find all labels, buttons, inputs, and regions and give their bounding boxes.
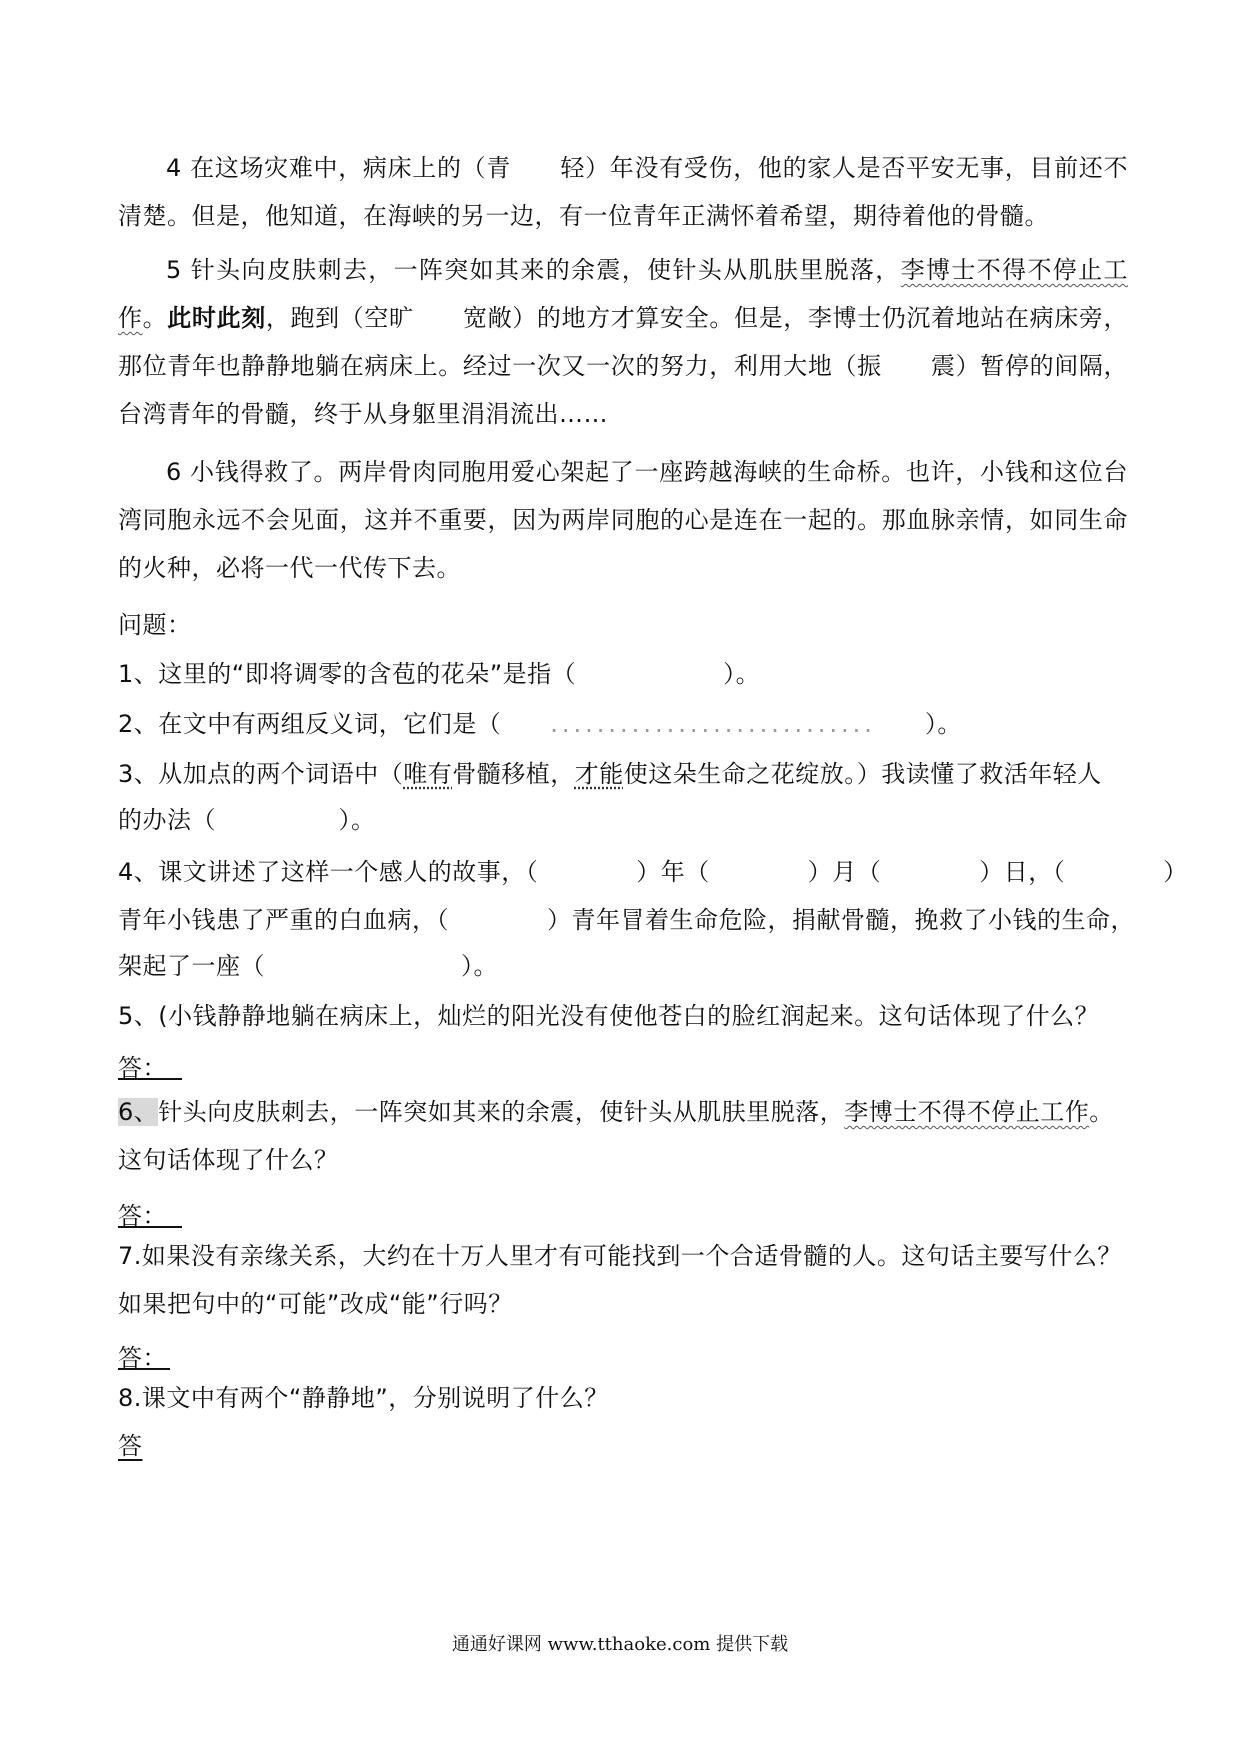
question-7-line-1: 7.如果没有亲缘关系，大约在十万人里才有可能找到一个合适骨髓的人。这句话主要写什么？ xyxy=(118,1242,1122,1270)
passage-paragraph-5 xyxy=(118,246,1128,438)
question-5: 5、(小钱静静地躺在病床上，灿烂的阳光没有使他苍白的脸红润起来。这句话体现了什么？ xyxy=(118,1002,1100,1030)
question-3 xyxy=(118,754,1102,794)
question-2-text-b: ）。 xyxy=(875,710,962,738)
paragraph-5-text-a: 5 针头向皮肤刺去，一阵突如其来的余震，使针头从肌肤里脱落， xyxy=(166,256,901,284)
paragraph-6-text: 6 小钱得救了。两岸骨肉同胞用爱心架起了一座跨越海峡的生命桥。也许，小钱和这位台湾同胞永远不会见面，这并不重要，因为两岸同胞的心是连在一起的。那血脉亲情，如同生命的火种，必将一代一代传下去。 xyxy=(118,458,1128,582)
question-2-text-a: 2、在文中有两组反义词，它们是（ xyxy=(118,710,551,738)
page-footer: 通通好课网 www.tthaoke.com 提供下载 xyxy=(451,1634,789,1655)
question-4-line-3: 架起了一座（ ）。 xyxy=(118,952,498,980)
question-6-text-a: 针头向皮肤刺去，一阵突如其来的余震，使针头从肌肤里脱落， xyxy=(158,1098,845,1126)
paragraph-4-text: 4 在这场灾难中，病床上的（青 轻）年没有受伤，他的家人是否平安无事，目前还不清楚。但是，他知道，在海峡的另一边，有一位青年正满怀着希望，期待着他的骨髓。 xyxy=(118,154,1128,230)
answer-8-label: 答 xyxy=(118,1432,143,1460)
paragraph-5-text-b: 。 xyxy=(142,304,168,332)
question-3-line-2: 的办法（ ）。 xyxy=(118,806,376,834)
question-2 xyxy=(118,704,962,744)
question-3-text-c: 使这朵生命之花绽放。）我读懂了救活年轻人 xyxy=(623,760,1102,788)
answer-5-label: 答： xyxy=(118,1048,182,1080)
question-6 xyxy=(118,1092,1114,1132)
question-3-text-a: 3、从加点的两个词语中（ xyxy=(118,760,404,788)
question-4-line-2: 青年小钱患了严重的白血病，（ ）青年冒着生命危险，捐献骨髓，挽救了小钱的生命， xyxy=(118,906,1135,934)
answer-5 xyxy=(118,1040,182,1080)
answer-6 xyxy=(118,1188,182,1228)
question-6-line-2: 这句话体现了什么？ xyxy=(118,1146,339,1174)
dotted-word-1: 唯有 xyxy=(403,760,453,788)
answer-6-label: 答： xyxy=(118,1196,182,1228)
passage-paragraph-4 xyxy=(118,144,1128,240)
question-6-number: 6、 xyxy=(118,1098,159,1126)
answer-dots: ............................ xyxy=(550,710,876,738)
passage-paragraph-6 xyxy=(118,448,1128,592)
question-7-line-2: 如果把句中的“可能”改成“能”行吗？ xyxy=(118,1290,513,1318)
question-1: 1、这里的“即将调零的含苞的花朵”是指（ ）。 xyxy=(118,660,761,688)
answer-8 xyxy=(118,1426,143,1466)
answer-7-label: 答： xyxy=(118,1338,170,1370)
questions-header: 问题： xyxy=(118,611,192,639)
question-6-text-b: 。 xyxy=(1089,1098,1114,1126)
dotted-word-2: 才能 xyxy=(574,760,624,788)
answer-7 xyxy=(118,1330,170,1370)
wavy-underlined-phrase: 李博士不得不停止工作 xyxy=(118,256,1129,332)
question-8: 8.课文中有两个“静静地”，分别说明了什么？ xyxy=(118,1384,609,1412)
question-3-text-b: 骨髓移植， xyxy=(452,760,575,788)
question-6-wavy-phrase: 李博士不得不停止工作 xyxy=(844,1098,1090,1126)
paragraph-5-text-c: ，跑到（空旷 宽敞）的地方才算安全。但是，李博士仍沉着地站在病床旁，那位青年也静静地躺在病床上。经过一次又一次的努力，利用大地（振 震）暂停的间隔，台湾青年的骨髓，终于从身躯里涓涓流出…… xyxy=(118,304,1129,428)
question-4-line-1: 4、课文讲述了这样一个感人的故事，（ ）年（ ）月（ ）日，（ ） xyxy=(118,858,1188,886)
bold-phrase: 此时此刻 xyxy=(167,304,266,332)
